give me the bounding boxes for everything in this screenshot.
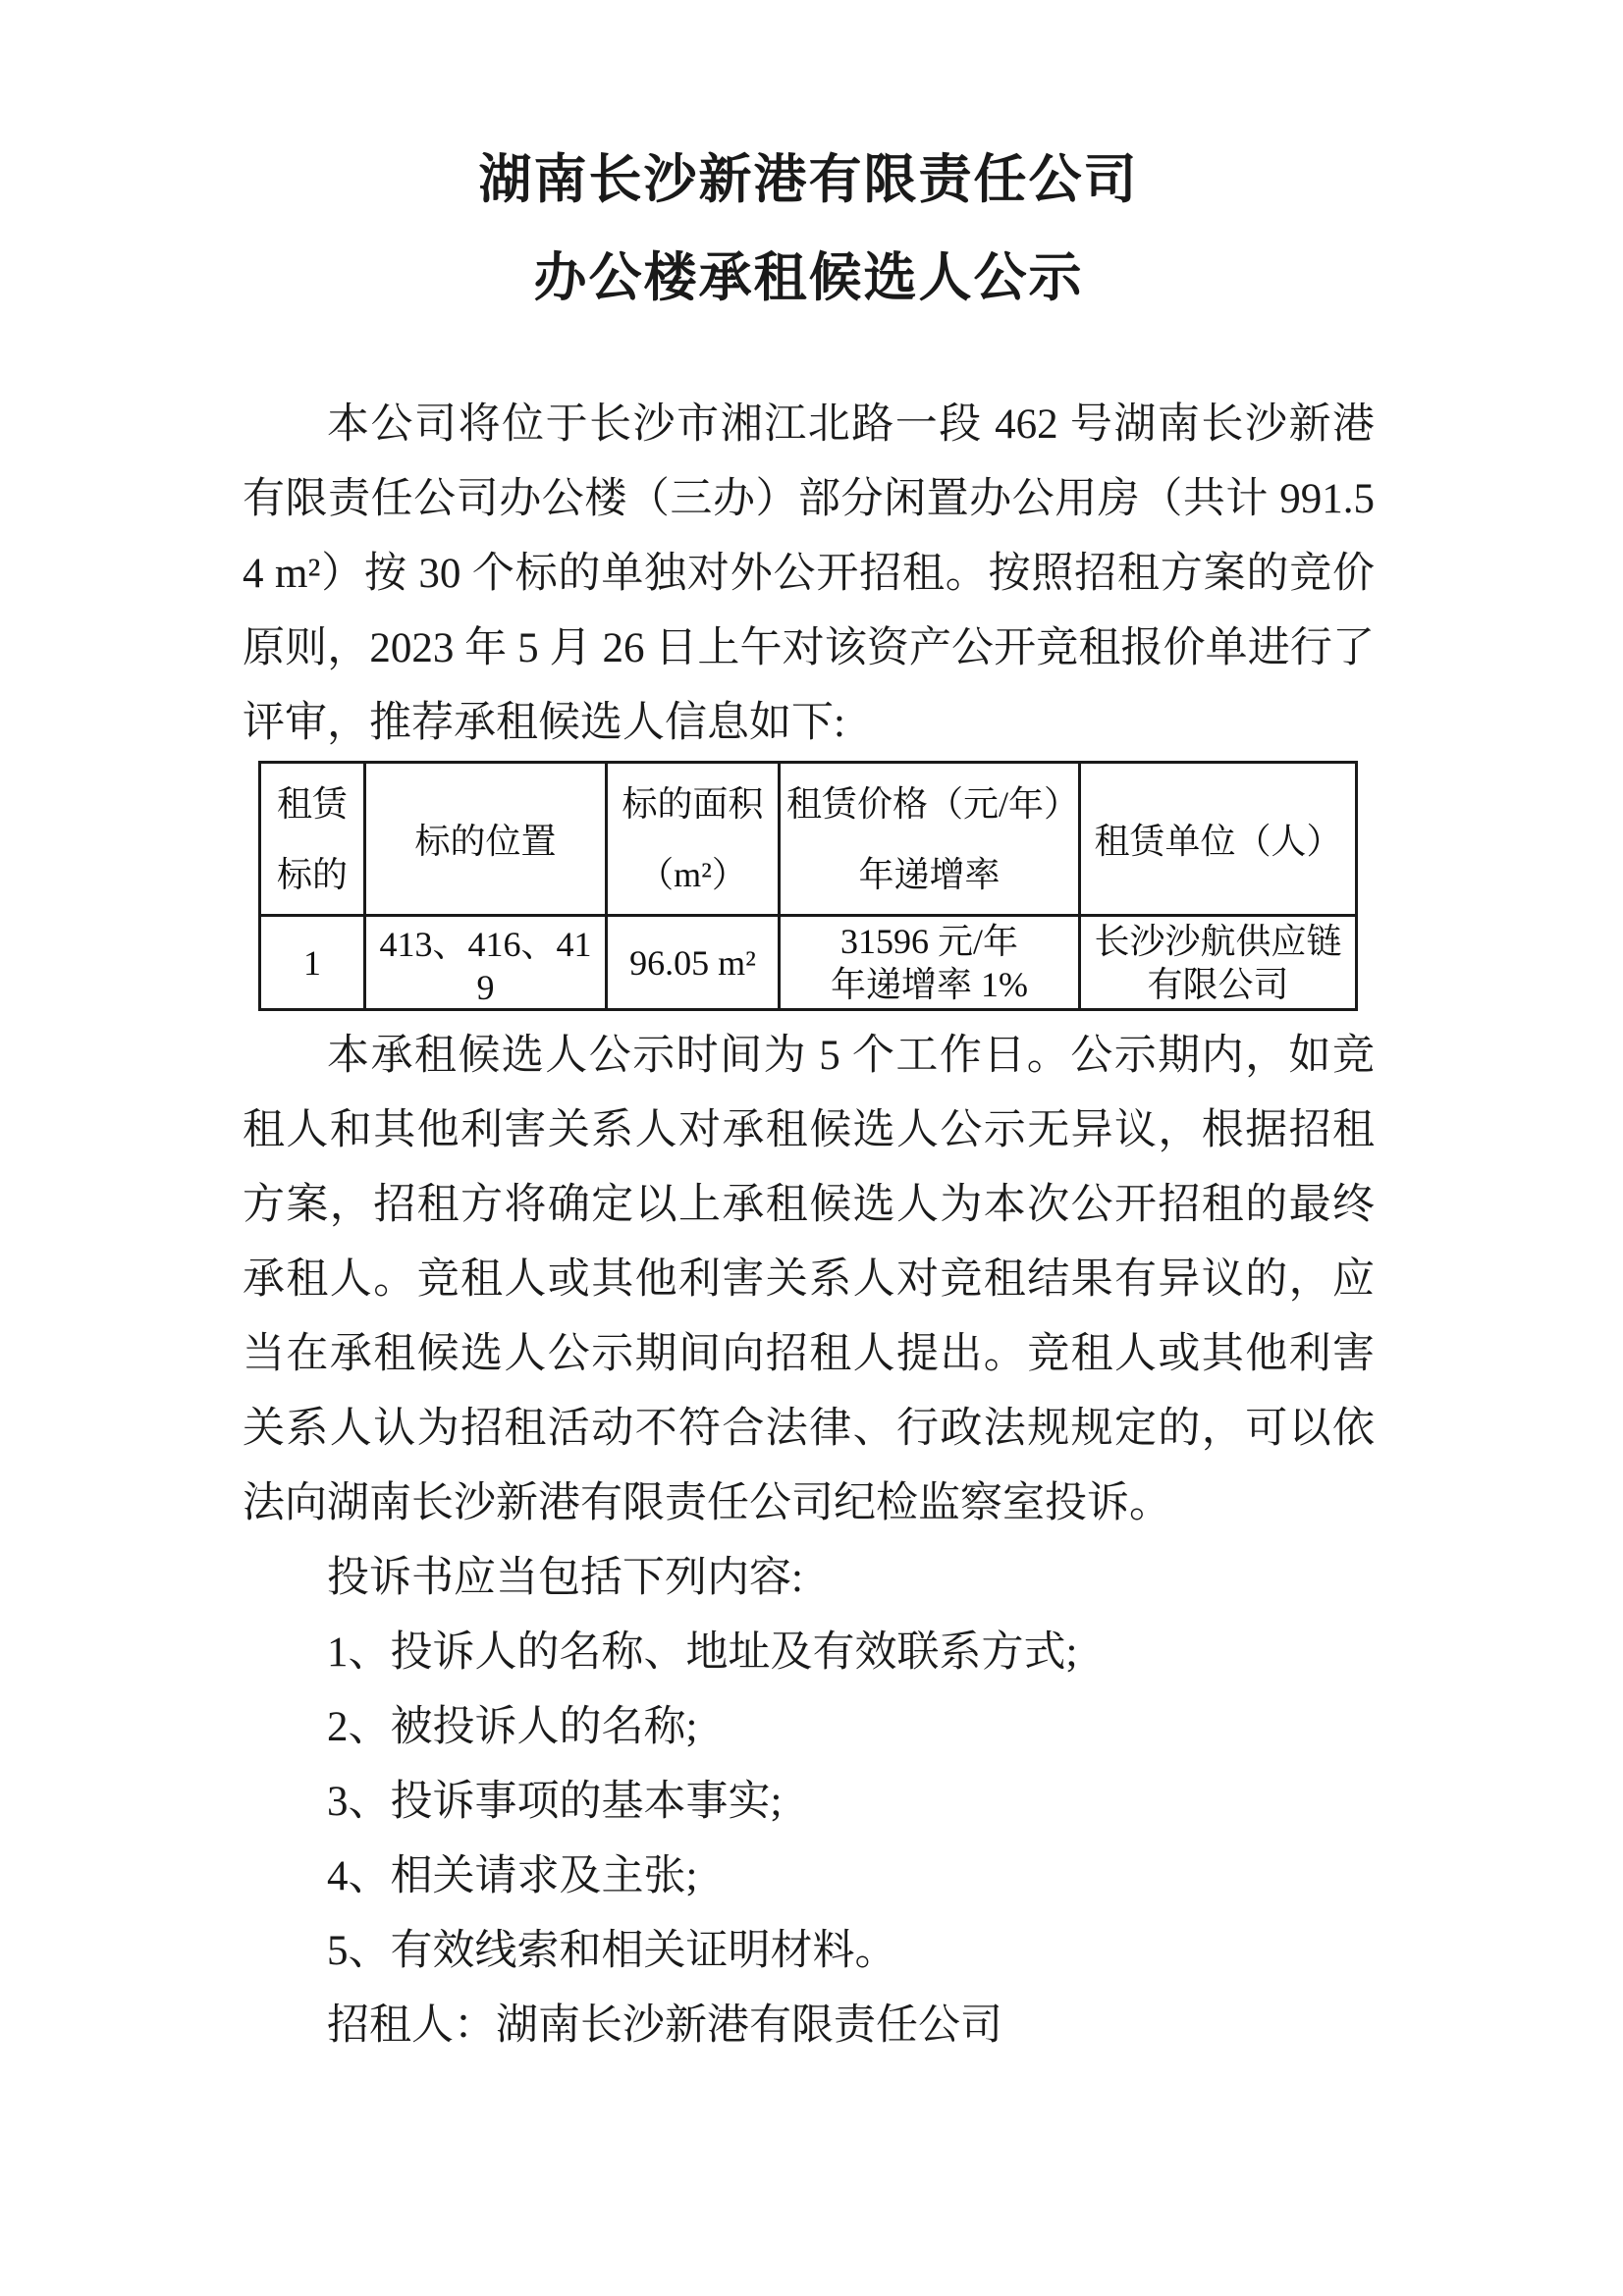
cell-price-line2: 年递增率 1% [831, 964, 1028, 1004]
complaint-item-2: 2、被投诉人的名称; [327, 1704, 698, 1750]
document-title-line1: 湖南长沙新港有限责任公司 [478, 150, 1139, 209]
cell-price-line1: 31596 元/年 [839, 921, 1018, 961]
complaint-intro: 投诉书应当包括下列内容: [327, 1555, 803, 1601]
document-title-line2: 办公楼承租候选人公示 [533, 248, 1084, 307]
cell-unit-text: 长沙沙航供应链有限公司 [1094, 921, 1342, 1004]
rental-candidates-table [258, 761, 1358, 1011]
table-row [260, 916, 1357, 1010]
header-area-line2: （m²） [638, 854, 747, 894]
table-header-row [260, 763, 1357, 916]
cell-price [780, 916, 1080, 1010]
lessor-line: 招租人：湖南长沙新港有限责任公司 [327, 2002, 1002, 2049]
header-subject-no [260, 763, 365, 916]
header-area [607, 763, 780, 916]
header-area-line1: 标的面积 [622, 783, 764, 824]
complaint-item-4: 4、相关请求及主张; [327, 1853, 698, 1899]
complaint-item-5: 5、有效线索和相关证明材料。 [327, 1928, 897, 1974]
header-subject-no-line2: 标的 [276, 854, 348, 894]
header-unit: 租赁单位（人） [1080, 763, 1357, 916]
cell-unit [1080, 916, 1357, 1010]
intro-paragraph: 本公司将位于长沙市湘江北路一段 462 号湖南长沙新港有限责任公司办公楼（三办）部分闲置办公用房（共计 991.54 m²）按 30 个标的单独对外公开招租。按照招租方案的竞价原则，2023 年 5 月 26 日上午对该资产公开竞租报价单进行了评审，推荐承租候选人信息如下: [243, 401, 1375, 746]
header-price [780, 763, 1080, 916]
header-location: 标的位置 [365, 763, 607, 916]
cell-location: 413、416、419 [365, 916, 607, 1010]
publicity-paragraph: 本承租候选人公示时间为 5 个工作日。公示期内，如竞租人和其他利害关系人对承租候选人公示无异议，根据招租方案，招租方将确定以上承租候选人为本次公开招租的最终承租人。竞租人或其他利害关系人对竞租结果有异议的，应当在承租候选人公示期间向招租人提出。竞租人或其他利害关系人认为招租活动不符合法律、行政法规规定的，可以依法向湖南长沙新港有限责任公司纪检监察室投诉。 [243, 1033, 1375, 1526]
header-price-line2: 年递增率 [858, 854, 1001, 894]
header-price-line1: 租赁价格（元/年） [786, 783, 1080, 824]
cell-subject-no: 1 [260, 916, 365, 1010]
complaint-item-3: 3、投诉事项的基本事实; [327, 1779, 783, 1825]
complaint-item-1: 1、投诉人的名称、地址及有效联系方式; [327, 1629, 1078, 1676]
cell-area: 96.05 m² [607, 916, 780, 1010]
header-subject-no-line1: 租赁 [276, 783, 348, 824]
